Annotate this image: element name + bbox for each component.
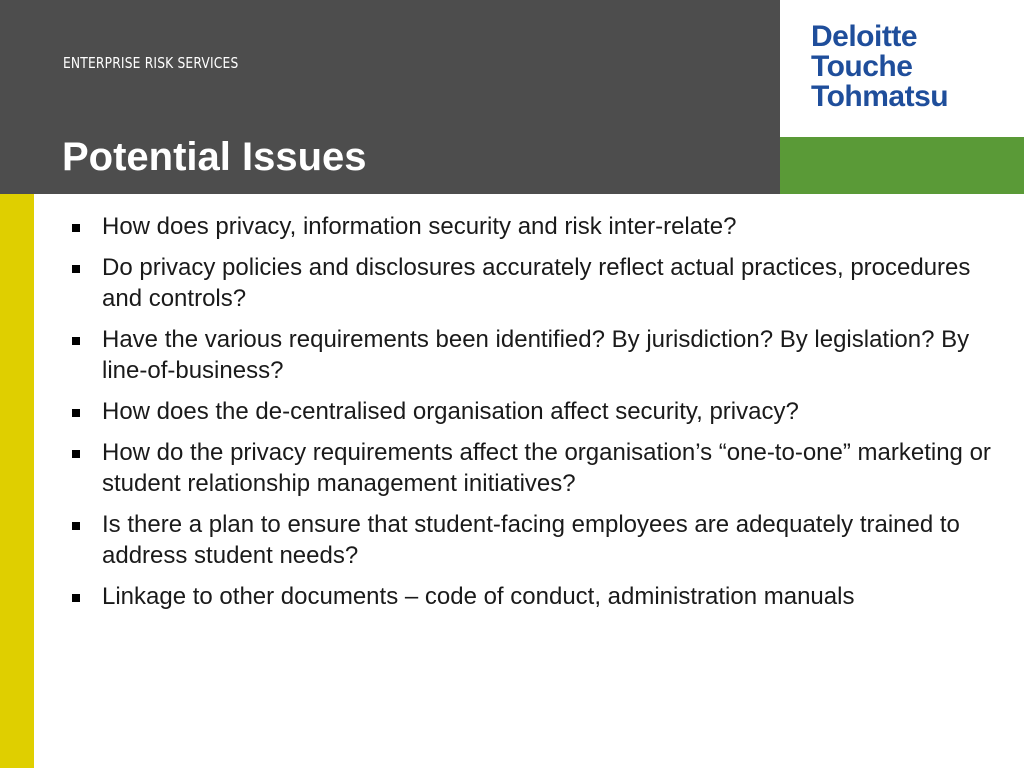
section-label: ENTERPRISE RISK SERVICES: [63, 54, 239, 72]
list-item: [72, 396, 1012, 427]
logo-line-3: Tohmatsu: [811, 80, 949, 113]
company-logo: [780, 0, 1024, 137]
list-item-text: Do privacy policies and disclosures accurately reflect actual practices, procedures and controls?: [102, 254, 971, 312]
square-bullet-icon: [72, 265, 80, 273]
yellow-accent-bar: [0, 194, 34, 768]
list-item-text: How does the de-centralised organisation affect security, privacy?: [102, 398, 799, 425]
logo-line-2: Touche: [811, 50, 913, 83]
square-bullet-icon: [72, 409, 80, 417]
header-band: [0, 0, 780, 194]
list-item: [72, 509, 1012, 571]
issues-list: [72, 211, 1012, 622]
square-bullet-icon: [72, 337, 80, 345]
square-bullet-icon: [72, 450, 80, 458]
list-item: [72, 252, 1012, 314]
logo-line-1: Deloitte: [811, 20, 918, 53]
list-item-text: Have the various requirements been identified? By jurisdiction? By legislation? By line-of-business?: [102, 326, 970, 384]
list-item-text: How does privacy, information security and risk inter-relate?: [102, 213, 737, 240]
list-item: [72, 324, 1012, 386]
logo-wordmark: [811, 22, 948, 112]
list-item: [72, 437, 1012, 499]
list-item-text: How do the privacy requirements affect the organisation’s “one-to-one” marketing or student relationship management initiatives?: [102, 439, 991, 497]
square-bullet-icon: [72, 224, 80, 232]
square-bullet-icon: [72, 594, 80, 602]
list-item: [72, 581, 1012, 612]
list-item: [72, 211, 1012, 242]
list-item-text: Is there a plan to ensure that student-facing employees are adequately trained to address student needs?: [102, 511, 960, 569]
list-item-text: Linkage to other documents – code of conduct, administration manuals: [102, 583, 855, 610]
slide-title: Potential Issues: [62, 135, 367, 179]
green-accent-band: [780, 137, 1024, 194]
square-bullet-icon: [72, 522, 80, 530]
